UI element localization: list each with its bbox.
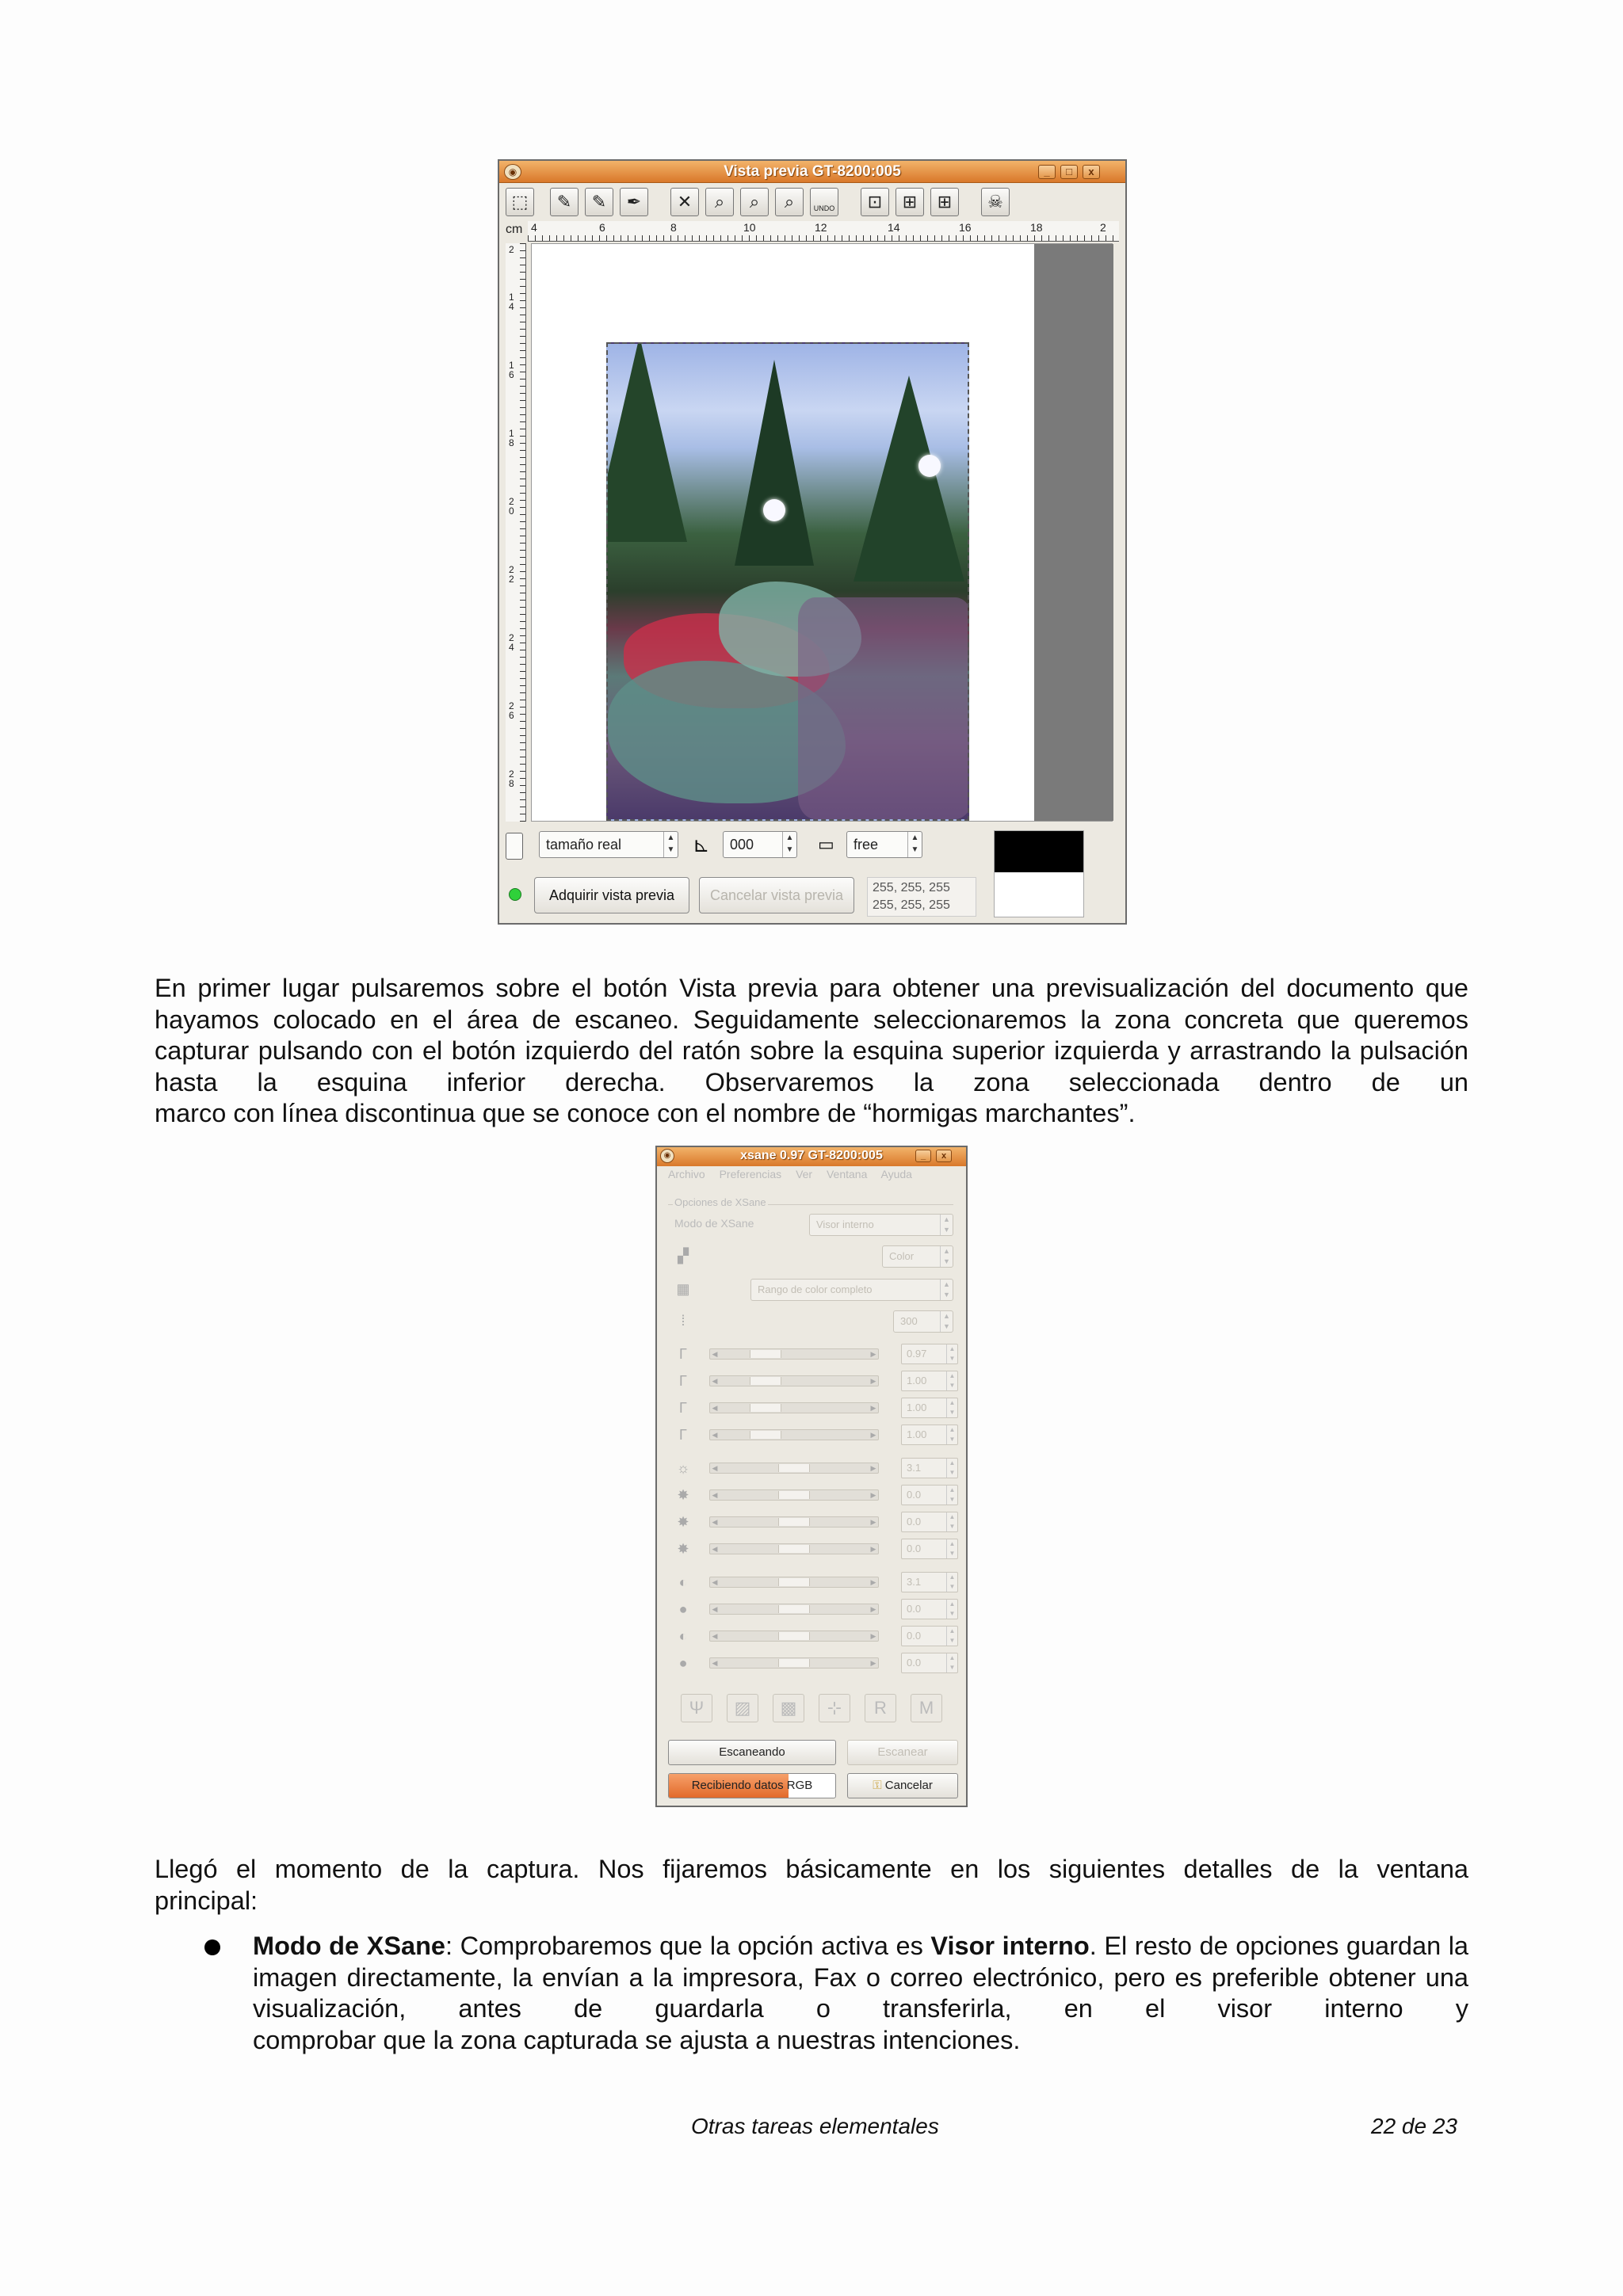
negative-icon[interactable]: ⊹: [819, 1694, 850, 1722]
arrow-right-icon: ▶: [870, 1491, 876, 1499]
preview-titlebar[interactable]: [499, 161, 1125, 183]
gamma-row: [674, 1344, 956, 1367]
arrow-right-icon: ▶: [870, 1350, 876, 1358]
key-icon: ⚿: [873, 1779, 885, 1792]
mode-select[interactable]: [809, 1214, 953, 1236]
contrast-green-icon: ◐: [678, 1628, 688, 1644]
photo-tree: [854, 376, 964, 582]
menu-preferencias[interactable]: Preferencias: [719, 1168, 782, 1180]
arrow-right-icon: ▶: [870, 1404, 876, 1412]
spin-arrows-icon: ▲ ▼: [940, 1215, 953, 1235]
gamma-red-slider[interactable]: [709, 1375, 879, 1386]
store-icon[interactable]: M: [911, 1694, 942, 1722]
contrast-blue-row: [674, 1653, 956, 1676]
gamma-blue-row: [674, 1425, 956, 1448]
pipette-white-icon[interactable]: ✎: [550, 188, 579, 216]
pipette-gray-icon[interactable]: ✎: [585, 188, 613, 216]
spin-arrows-icon: ▲ ▼: [940, 1311, 953, 1332]
menu-ventana[interactable]: Ventana: [826, 1168, 868, 1180]
gamma-blue-icon: Γ: [679, 1427, 687, 1443]
resolution-row: [674, 1310, 952, 1334]
brightness-blue-row: [674, 1539, 956, 1562]
zoom-in-icon[interactable]: ⌕: [705, 188, 734, 216]
maximize-icon[interactable]: □: [1060, 165, 1078, 179]
auto-enhance-icon[interactable]: ▨: [727, 1694, 758, 1722]
photo-lamp: [763, 499, 785, 521]
color-row: [674, 1245, 952, 1269]
brightness-value-text: 3.1: [907, 1462, 922, 1474]
color-select-value: Color: [889, 1250, 915, 1262]
rgb-readout: [867, 877, 976, 917]
photo-tree: [735, 360, 814, 566]
brightness-red-value[interactable]: [901, 1485, 958, 1505]
ruler-h-label: 4: [531, 221, 537, 234]
ruler-v-label: 14: [509, 292, 514, 312]
options-frame-label: Opciones de XSane: [674, 1196, 766, 1208]
gamma-green-value[interactable]: [901, 1398, 958, 1418]
ruler-h-label: 14: [888, 221, 900, 234]
ruler-h-label: 16: [959, 221, 972, 234]
slider-thumb[interactable]: [750, 1377, 781, 1385]
contrast-green-slider[interactable]: [709, 1630, 879, 1642]
contrast-blue-value-text: 0.0: [907, 1657, 922, 1669]
ruler-v-label: 26: [509, 700, 514, 721]
arrow-right-icon: ▶: [870, 1659, 876, 1667]
minimize-icon[interactable]: _: [915, 1150, 931, 1162]
photo-pavement: [798, 597, 969, 819]
contrast-red-value-text: 0.0: [907, 1603, 922, 1615]
zoom-none-icon[interactable]: ✕: [670, 188, 699, 216]
bullet-icon: [204, 1939, 220, 1955]
gamma-icon: Γ: [679, 1346, 687, 1362]
arrow-left-icon: ◀: [712, 1605, 718, 1613]
footer-title: Otras tareas elementales: [691, 2114, 939, 2138]
resolution-select[interactable]: [893, 1310, 953, 1333]
preview-canvas[interactable]: [531, 243, 1113, 822]
ruler-v-label: 2: [509, 244, 514, 255]
paragraph-2: [155, 1854, 1468, 1917]
ruler-v-label: 22: [509, 564, 514, 585]
contrast-blue-value[interactable]: [901, 1653, 958, 1673]
xsane-title: xsane 0.97 GT-8200:005: [740, 1149, 883, 1162]
arrow-right-icon: ▶: [870, 1605, 876, 1613]
color-mode-icon: ▞: [678, 1248, 689, 1264]
slider-thumb[interactable]: [778, 1518, 810, 1526]
paragraph-1-body: En primer lugar pulsaremos sobre el botón Vista previa para obtener una previsualización del documento que hayamos colocado en el área de escaneo. Seguidamente seleccionaremos la zona concreta que queremos capturar pulsando con el botón izquierdo del ratón sobre la esquina superior izquierda y arrastrando la pulsación hasta la esquina inferior derecha. Observaremos la zona seleccionada dentro de un: [155, 974, 1468, 1097]
brightness-blue-value[interactable]: [901, 1539, 958, 1559]
contrast-row: [674, 1572, 956, 1596]
gamma-value[interactable]: [901, 1344, 958, 1364]
arrow-left-icon: ◀: [712, 1350, 718, 1358]
arrow-left-icon: ◀: [712, 1632, 718, 1640]
select-full-icon[interactable]: ⊞: [930, 188, 959, 216]
arrow-right-icon: ▶: [870, 1431, 876, 1439]
cancel-scan-label: Cancelar: [884, 1779, 933, 1792]
spin-arrows-icon: ▲ ▼: [946, 1600, 957, 1619]
gamma-red-row: [674, 1371, 956, 1394]
arrow-right-icon: ▶: [870, 1377, 876, 1385]
gamma-red-icon: Γ: [679, 1373, 687, 1389]
slider-thumb[interactable]: [778, 1659, 810, 1667]
brightness-red-slider[interactable]: [709, 1489, 879, 1501]
contrast-red-row: [674, 1599, 956, 1623]
resolution-icon: ⁞: [681, 1313, 685, 1329]
gamma-green-icon: Γ: [679, 1400, 687, 1416]
contrast-value[interactable]: [901, 1572, 958, 1592]
zoom-undo-icon[interactable]: UNDO: [810, 188, 838, 216]
ruler-h-label: 2: [1100, 221, 1106, 234]
ruler-h-label: 6: [599, 221, 605, 234]
photo-lamp: [918, 455, 941, 477]
color-select[interactable]: [882, 1245, 953, 1268]
horizontal-ruler: [528, 221, 1119, 242]
minimize-icon[interactable]: _: [1038, 165, 1056, 179]
resolution-select-value: 300: [900, 1315, 918, 1327]
preview-toolbar: [506, 188, 1119, 219]
paragraph-1: [155, 973, 1468, 1130]
bullet-last-line: comprobar que la zona capturada se ajusta a nuestras intenciones.: [253, 2025, 1021, 2054]
paragraph-1-last-line: marco con línea discontinua que se conoce con el nombre de “hormigas marchantes”.: [155, 1099, 1136, 1127]
rgb-value-2: 255, 255, 255: [873, 898, 950, 912]
arrow-left-icon: ◀: [712, 1464, 718, 1472]
spin-arrows-icon: ▲ ▼: [782, 832, 796, 857]
contrast-icon: ◐: [678, 1574, 688, 1590]
arrow-right-icon: ▶: [870, 1578, 876, 1586]
slider-thumb[interactable]: [778, 1545, 810, 1553]
enhancement-toolbar: [681, 1694, 950, 1726]
ruler-h-label: 12: [815, 221, 827, 234]
gamma-blue-value[interactable]: [901, 1425, 958, 1445]
brightness-blue-slider[interactable]: [709, 1543, 879, 1554]
autoselect-icon[interactable]: ⊡: [861, 188, 889, 216]
scan-progress-bar: [668, 1773, 836, 1798]
scanning-status: Escaneando: [668, 1740, 836, 1765]
spin-arrows-icon: ▲ ▼: [946, 1627, 957, 1646]
vertical-ruler: [506, 243, 526, 822]
close-icon[interactable]: x: [1083, 165, 1100, 179]
brightness-green-slider[interactable]: [709, 1516, 879, 1527]
mode-select-value: Visor interno: [816, 1219, 874, 1230]
gamma-blue-value-text: 1.00: [907, 1428, 927, 1440]
color-swatch: [994, 830, 1084, 917]
gamma-red-value-text: 1.00: [907, 1375, 927, 1386]
menu-ayuda[interactable]: Ayuda: [880, 1168, 912, 1180]
arrow-right-icon: ▶: [870, 1518, 876, 1526]
arrow-right-icon: ▶: [870, 1632, 876, 1640]
arrow-right-icon: ▶: [870, 1464, 876, 1472]
ruler-v-label: 20: [509, 496, 514, 517]
xsane-menubar: [657, 1168, 966, 1187]
slider-thumb[interactable]: [750, 1431, 781, 1439]
brightness-icon: ☼: [676, 1460, 690, 1476]
select-area-icon[interactable]: ⬚: [506, 188, 534, 216]
menu-archivo[interactable]: Archivo: [668, 1168, 705, 1180]
brightness-slider[interactable]: [709, 1463, 879, 1474]
brightness-row: [674, 1458, 956, 1482]
spin-arrows-icon: ▲ ▼: [946, 1371, 957, 1390]
size-select[interactable]: [539, 831, 678, 858]
color-range-icon: ▦: [676, 1281, 690, 1297]
brightness-value[interactable]: [901, 1458, 958, 1478]
spin-arrows-icon: ▲ ▼: [907, 832, 922, 857]
brightness-green-value-text: 0.0: [907, 1516, 922, 1527]
rotation-select-value: 000: [730, 837, 754, 852]
bullet-text-a: : Comprobaremos que la opción activa es: [445, 1932, 931, 1960]
contrast-red-slider[interactable]: [709, 1604, 879, 1615]
spin-arrows-icon: ▲ ▼: [946, 1539, 957, 1558]
spin-arrows-icon: ▲ ▼: [946, 1344, 957, 1363]
ruler-h-label: 10: [743, 221, 756, 234]
pipette-icon[interactable]: Ψ: [681, 1694, 712, 1722]
spin-arrows-icon: ▲ ▼: [940, 1280, 953, 1300]
slider-thumb[interactable]: [778, 1605, 810, 1613]
bullet-text-b: . El resto de opciones guardan la imagen directamente, la envían a la impresora, Fax o correo electrónico, pero es preferible obtener una visualización, antes de guardarla o transferirla, en el visor interno y: [253, 1932, 1468, 2023]
paragraph-2-body: Llegó el momento de la captura. Nos fijaremos básicamente en los siguientes detalles de la ventana: [155, 1855, 1468, 1883]
spin-arrows-icon: ▲ ▼: [663, 832, 678, 857]
ruler-unit: cm: [506, 223, 523, 236]
gamma-green-row: [674, 1398, 956, 1421]
ratio-icon: ▭: [818, 834, 834, 854]
pipette-black-icon[interactable]: ✒: [620, 188, 648, 216]
slider-thumb[interactable]: [778, 1491, 810, 1499]
bullet-strong: Visor interno: [930, 1932, 1090, 1960]
preview-title: Vista previa GT-8200:005: [724, 163, 901, 180]
contrast-green-value[interactable]: [901, 1626, 958, 1646]
gamma-slider[interactable]: [709, 1348, 879, 1360]
gamma-value-text: 0.97: [907, 1348, 927, 1360]
zoom-out-icon[interactable]: ⌕: [775, 188, 804, 216]
xsane-window: [655, 1146, 968, 1807]
arrow-left-icon: ◀: [712, 1518, 718, 1526]
range-select[interactable]: [750, 1279, 953, 1301]
range-row: [674, 1279, 952, 1302]
ruler-v-label: 28: [509, 769, 514, 789]
close-icon[interactable]: x: [936, 1150, 952, 1162]
contrast-green-value-text: 0.0: [907, 1630, 922, 1642]
spin-arrows-icon: ▲ ▼: [946, 1512, 957, 1531]
contrast-green-row: [674, 1626, 956, 1650]
arrow-left-icon: ◀: [712, 1431, 718, 1439]
brightness-green-value[interactable]: [901, 1512, 958, 1532]
contrast-blue-slider[interactable]: [709, 1657, 879, 1669]
brightness-red-row: [674, 1485, 956, 1508]
arrow-left-icon: ◀: [712, 1404, 718, 1412]
ruler-v-label: 18: [509, 428, 514, 448]
cancel-scan-button[interactable]: [847, 1773, 958, 1798]
slider-thumb[interactable]: [750, 1404, 781, 1412]
arrow-left-icon: ◀: [712, 1545, 718, 1553]
restore-icon[interactable]: R: [865, 1694, 896, 1722]
contrast-slider[interactable]: [709, 1577, 879, 1588]
gamma-green-value-text: 1.00: [907, 1402, 927, 1413]
delete-images-icon[interactable]: ☠: [981, 188, 1010, 216]
spin-arrows-icon: ▲ ▼: [940, 1246, 953, 1267]
brightness-blue-icon: ✸: [677, 1541, 689, 1557]
preview-window: [498, 159, 1127, 925]
brightness-green-icon: ✸: [677, 1514, 689, 1530]
contrast-red-icon: ●: [678, 1601, 688, 1617]
contrast-blue-icon: ●: [678, 1655, 688, 1671]
spin-arrows-icon: ▲ ▼: [946, 1573, 957, 1592]
cancel-preview-button[interactable]: Cancelar vista previa: [699, 877, 854, 913]
range-select-value: Rango de color completo: [758, 1283, 873, 1295]
arrow-right-icon: ▶: [870, 1545, 876, 1553]
default-enhance-icon[interactable]: ▩: [773, 1694, 804, 1722]
bullet-term: Modo de XSane: [253, 1932, 445, 1960]
rotation-select[interactable]: [723, 831, 797, 858]
contrast-red-value[interactable]: [901, 1599, 958, 1619]
gamma-red-value[interactable]: [901, 1371, 958, 1391]
bullet-item-1-body: [253, 1931, 1468, 2025]
mode-row: [674, 1214, 952, 1238]
arrow-left-icon: ◀: [712, 1659, 718, 1667]
ruler-v-label: 24: [509, 632, 514, 653]
arrow-left-icon: ◀: [712, 1491, 718, 1499]
spin-arrows-icon: ▲ ▼: [946, 1486, 957, 1505]
spin-arrows-icon: ▲ ▼: [946, 1398, 957, 1417]
mode-label: Modo de XSane: [674, 1217, 754, 1230]
gamma-green-slider[interactable]: [709, 1402, 879, 1413]
status-led-icon: [509, 888, 521, 901]
scanned-photo[interactable]: [606, 342, 969, 821]
brightness-red-value-text: 0.0: [907, 1489, 922, 1501]
bullet-item-1: [253, 1931, 1468, 2056]
contrast-value-text: 3.1: [907, 1576, 922, 1588]
ruler-h-label: 8: [670, 221, 677, 234]
slider-thumb[interactable]: [778, 1464, 810, 1472]
slider-thumb[interactable]: [778, 1578, 810, 1586]
unscannable-area: [1034, 244, 1113, 821]
size-select-value: tamaño real: [546, 837, 622, 852]
spin-arrows-icon: ▲ ▼: [946, 1425, 957, 1444]
spin-arrows-icon: ▲ ▼: [946, 1459, 957, 1478]
brightness-red-icon: ✸: [677, 1487, 689, 1503]
progress-label: Recibiendo datos RGB: [691, 1779, 813, 1792]
arrow-left-icon: ◀: [712, 1578, 718, 1586]
paragraph-2-last-line: principal:: [155, 1886, 258, 1915]
photo-tree: [606, 342, 687, 542]
color-swatch-black: [995, 831, 1083, 872]
spin-arrows-icon: ▲ ▼: [946, 1653, 957, 1672]
rotate-icon: ⊾: [693, 833, 710, 856]
brightness-blue-value-text: 0.0: [907, 1543, 922, 1554]
scan-button[interactable]: Escanear: [847, 1740, 958, 1765]
aspect-icon: [506, 833, 523, 860]
xsane-app-icon: ◉: [504, 164, 521, 180]
ratio-select-value: free: [854, 837, 879, 852]
ruler-h-label: 18: [1030, 221, 1043, 234]
ratio-select[interactable]: [846, 831, 922, 858]
footer-page-number: 22 de 23: [1371, 2114, 1457, 2138]
gamma-blue-slider[interactable]: [709, 1429, 879, 1440]
slider-thumb[interactable]: [750, 1350, 781, 1358]
xsane-app-icon: ◉: [660, 1149, 674, 1163]
rgb-value-1: 255, 255, 255: [873, 881, 950, 894]
arrow-left-icon: ◀: [712, 1377, 718, 1385]
ruler-v-label: 16: [509, 360, 514, 380]
xsane-titlebar[interactable]: [657, 1147, 966, 1166]
slider-thumb[interactable]: [778, 1632, 810, 1640]
brightness-green-row: [674, 1512, 956, 1535]
menu-ver[interactable]: Ver: [796, 1168, 813, 1180]
select-visible-icon[interactable]: ⊞: [896, 188, 924, 216]
acquire-preview-button[interactable]: Adquirir vista previa: [534, 877, 689, 913]
zoom-area-icon[interactable]: ⌕: [740, 188, 769, 216]
